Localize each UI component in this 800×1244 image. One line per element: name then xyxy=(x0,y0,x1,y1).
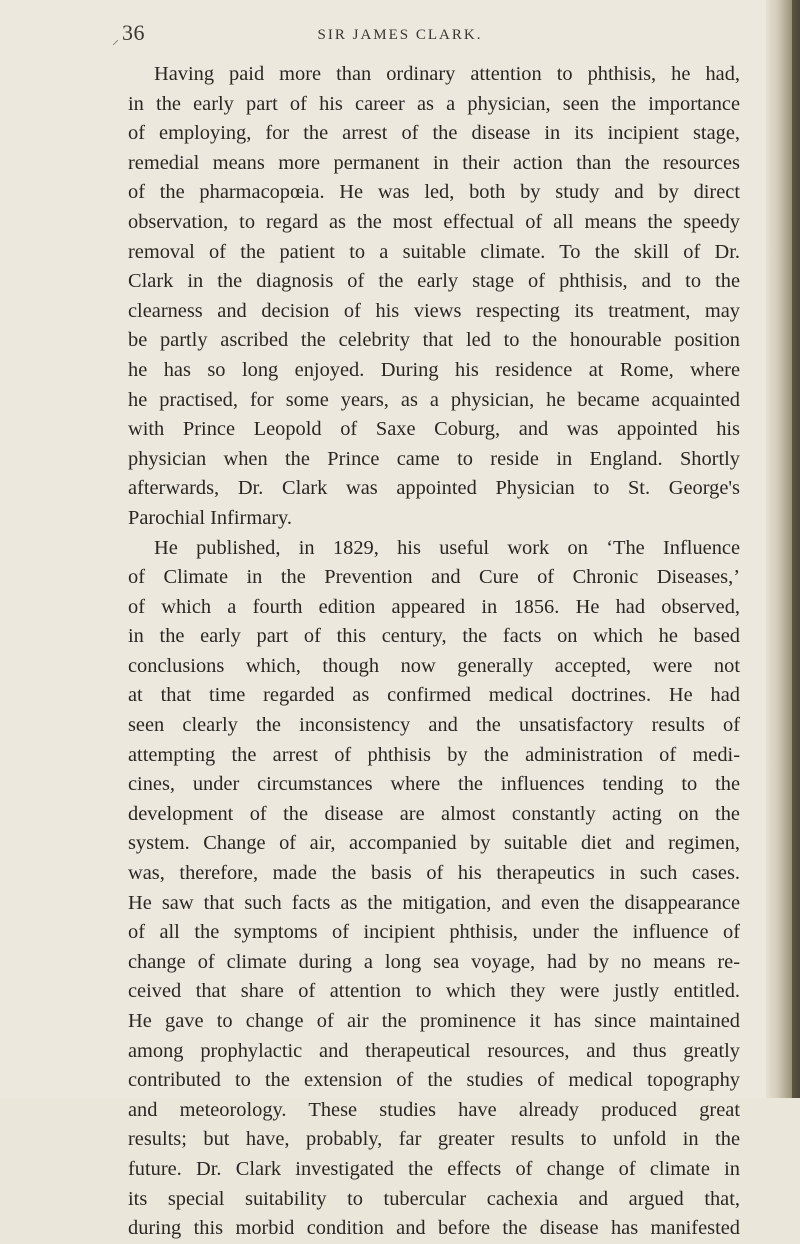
text-line: He saw that such facts as the mitigation, and even the disappearance xyxy=(128,891,740,914)
running-head: SIR JAMES CLARK. xyxy=(317,27,483,43)
text-line: of employing, for the arrest of the disease in its incipient stage, xyxy=(128,122,740,145)
text-line: during this morbid condition and before the disease has manifested xyxy=(128,1217,740,1240)
text-line: afterwards, Dr. Clark was appointed Physician to St. George's xyxy=(128,477,740,500)
text-line: removal of the patient to a suitable climate. To the skill of Dr. xyxy=(128,240,740,263)
text-line: clearness and decision of his views respecting its treatment, may xyxy=(128,299,740,322)
text-line: in the early part of his career as a physician, seen the importance xyxy=(128,92,740,115)
text-line: remedial means more permanent in their action than the resources xyxy=(128,151,740,174)
page-number: 36 xyxy=(122,20,145,45)
text-line: seen clearly the inconsistency and the unsatisfactory results of xyxy=(128,714,740,737)
text-line: Having paid more than ordinary attention to phthisis, he had, xyxy=(154,63,740,85)
paragraph-2 xyxy=(128,534,740,1244)
text-line: attempting the arrest of phthisis by the administration of medi- xyxy=(128,743,740,766)
text-line: He published, in 1829, his useful work on ‘The Influence xyxy=(154,536,740,559)
page-header xyxy=(0,20,760,60)
text-line: cines, under circumstances where the influences tending to the xyxy=(128,773,740,796)
paragraph-1 xyxy=(128,60,740,534)
text-line: of Climate in the Prevention and Cure of Chronic Diseases,’ xyxy=(128,566,740,589)
text-line: change of climate during a long sea voyage, had by no means re- xyxy=(128,950,740,973)
text-line: physician when the Prince came to reside in England. Shortly xyxy=(128,447,740,470)
text-line: at that time regarded as confirmed medical doctrines. He had xyxy=(128,684,740,707)
text-line: Parochial Infirmary. xyxy=(128,506,293,529)
text-line: conclusions which, though now generally accepted, were not xyxy=(128,654,740,677)
text-line: system. Change of air, accompanied by suitable diet and regimen, xyxy=(128,832,740,855)
text-line: he has so long enjoyed. During his residence at Rome, where xyxy=(128,358,740,381)
text-line: be partly ascribed the celebrity that led to the honourable position xyxy=(128,329,740,352)
text-line: was, therefore, made the basis of his therapeutics in such cases. xyxy=(128,862,740,885)
text-line: of which a fourth edition appeared in 1856. He had observed, xyxy=(128,595,740,618)
text-line: of all the symptoms of incipient phthisis, under the influence of xyxy=(128,921,740,944)
text-line: observation, to regard as the most effectual of all means the speedy xyxy=(128,210,740,233)
book-spine-edge xyxy=(792,0,800,1098)
text-line: Clark in the diagnosis of the early stage of phthisis, and to the xyxy=(128,270,740,293)
text-line: development of the disease are almost constantly acting on the xyxy=(128,802,740,825)
text-line: of the pharmacopœia. He was led, both by study and by direct xyxy=(128,181,740,204)
text-line: he practised, for some years, as a physician, he became acquainted xyxy=(128,388,740,411)
body-text xyxy=(128,60,740,1244)
text-line: and meteorology. These studies have already produced great xyxy=(128,1098,740,1121)
text-line: contributed to the extension of the studies of medical topography xyxy=(128,1069,740,1092)
text-line: He gave to change of air the prominence it has since maintained xyxy=(128,1010,740,1032)
text-line: results; but have, probably, far greater results to unfold in the xyxy=(128,1128,740,1151)
margin-mark: ⸝ xyxy=(112,33,119,48)
text-line: in the early part of this century, the facts on which he based xyxy=(128,625,740,648)
text-line: its special suitability to tubercular cachexia and argued that, xyxy=(128,1187,740,1210)
text-line: future. Dr. Clark investigated the effects of change of climate in xyxy=(128,1157,740,1180)
text-line: ceived that share of attention to which they were justly entitled. xyxy=(128,980,740,1003)
text-line: among prophylactic and therapeutical resources, and thus greatly xyxy=(128,1039,740,1062)
text-line: with Prince Leopold of Saxe Coburg, and was appointed his xyxy=(128,418,740,441)
